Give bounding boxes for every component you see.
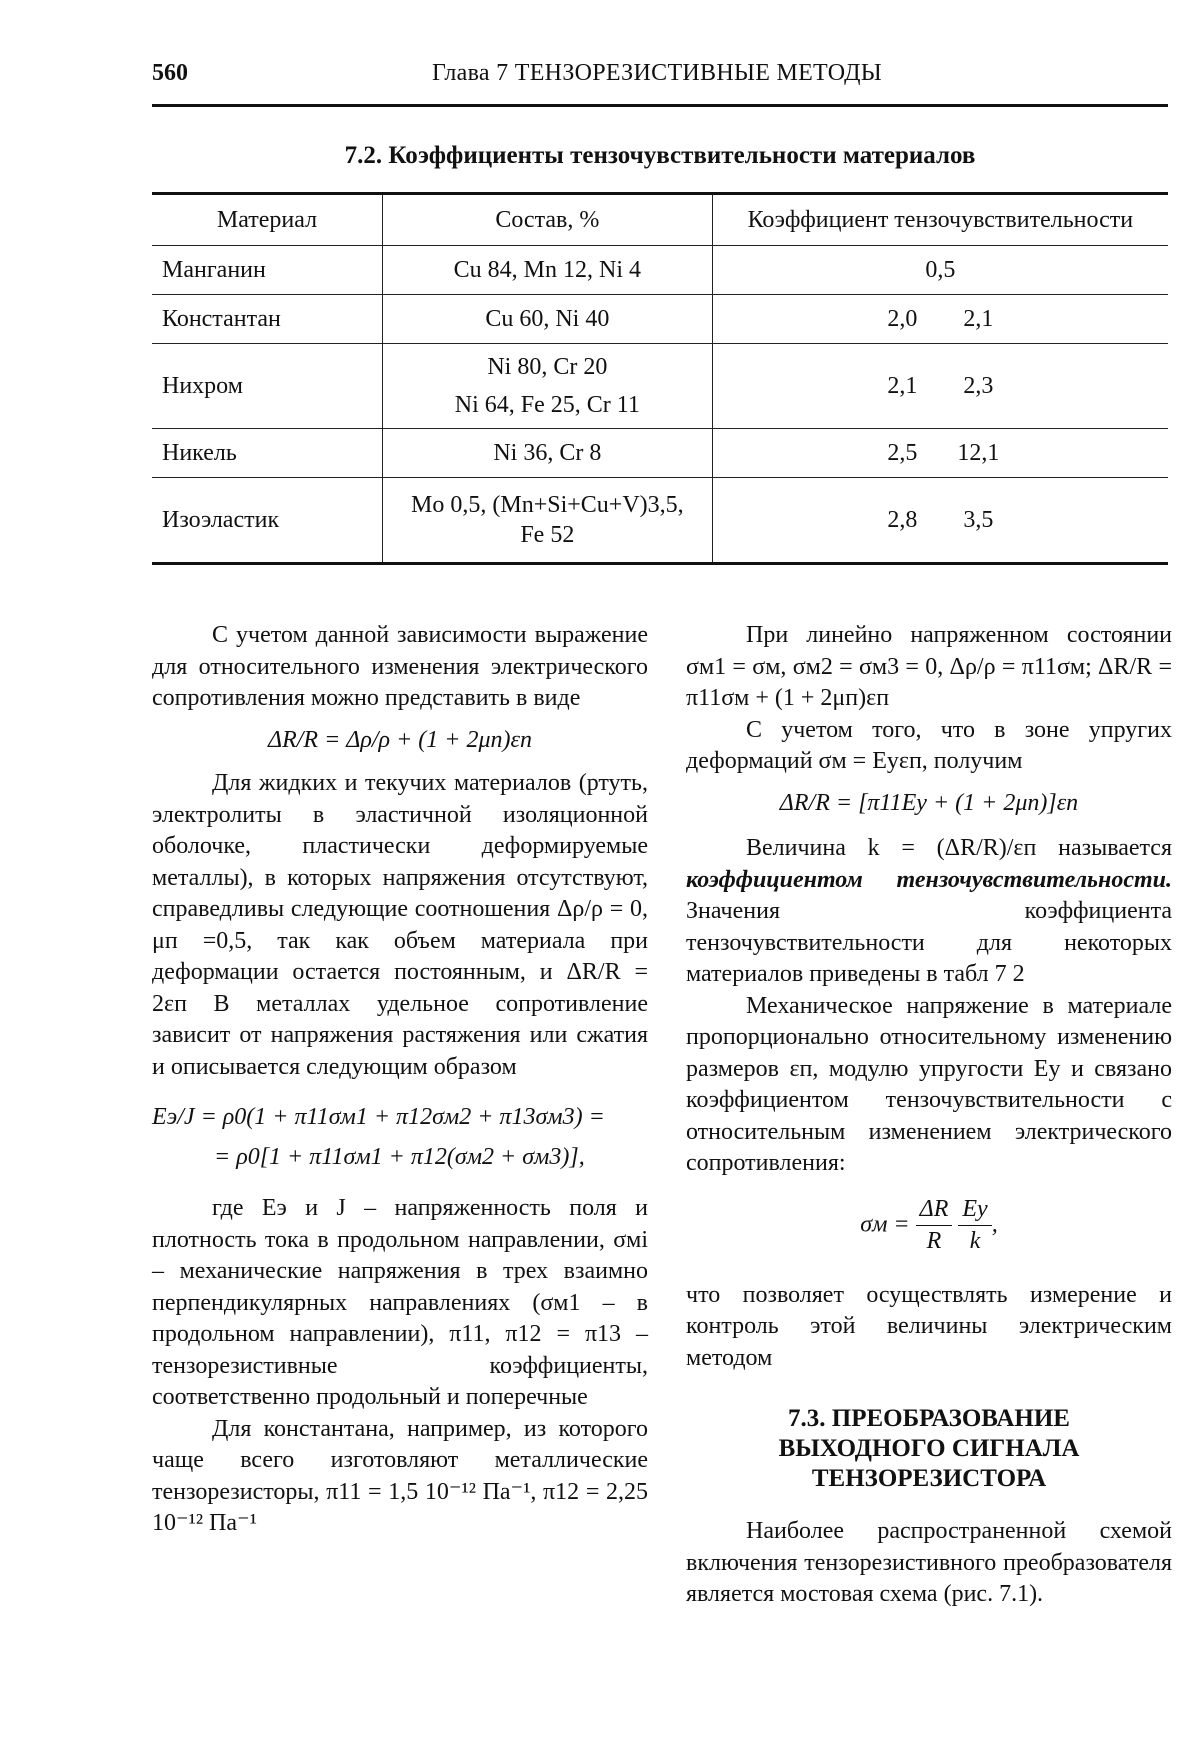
denominator: k	[969, 1228, 981, 1254]
running-header	[152, 60, 1172, 94]
coef-cell	[712, 429, 1168, 478]
paragraph: При линейно напряженном состоянии σм1 = σм, σм2 = σм3 = 0, Δρ/ρ = π11σм; ΔR/R = π11σм + (1 + 2μп)εп	[686, 622, 1172, 711]
paragraph: Механическое напряжение в материале пропорционально относительному изменению размеров εп, модулю упругости Eу и связано коэффициентом тензочувствительности с относительным изменением электрического сопротивления:	[686, 992, 1172, 1176]
composition-line: Ni 64, Fe 25, Cr 11	[454, 392, 640, 418]
equation-tail: ,	[991, 1211, 998, 1238]
coef-value: 2,0	[887, 305, 918, 332]
material-cell: Нихром	[152, 344, 383, 429]
composition-cell: Cu 60, Ni 40	[383, 295, 713, 344]
equation-line: Eэ/J = ρ0(1 + π11σм1 + π12σм2 + π13σм3) =	[152, 1104, 605, 1130]
table-row	[152, 429, 1168, 478]
section-heading-line: ВЫХОДНОГО СИГНАЛА	[778, 1435, 1080, 1462]
coef-cell: 0,5	[712, 246, 1168, 295]
fraction	[916, 1194, 953, 1258]
coef-value: 12,1	[957, 439, 1000, 466]
coef-value: 2,1	[887, 372, 918, 399]
coefficients-table	[152, 192, 1168, 565]
paragraph: С учетом того, что в зоне упругих деформаций σм = Eуεп, получим	[686, 716, 1172, 774]
header-rule	[152, 104, 1168, 107]
equation-line: = ρ0[1 + π11σм1 + π12(σм2 + σм3)],	[214, 1144, 585, 1170]
fraction	[958, 1194, 991, 1258]
composition-cell	[383, 344, 713, 429]
equation	[686, 1194, 1172, 1258]
coef-cell	[712, 478, 1168, 564]
table-header-row	[152, 194, 1168, 246]
left-column	[152, 620, 648, 1540]
coef-value: 2,8	[887, 506, 918, 533]
coef-value: 2,5	[887, 439, 918, 466]
table-row	[152, 246, 1168, 295]
numerator: ΔR	[916, 1194, 953, 1227]
page-number: 560	[152, 60, 188, 86]
table-row	[152, 344, 1168, 429]
coef-cell	[712, 295, 1168, 344]
text-run: Величина k = (ΔR/R)/εп называется	[746, 835, 1172, 861]
material-cell: Изоэластик	[152, 478, 383, 564]
column-header: Коэффициент тензочувствительности	[712, 194, 1168, 246]
paragraph	[686, 833, 1172, 991]
table-row	[152, 478, 1168, 564]
paragraph: что позволяет осуществлять измерение и контроль этой величины электрическим методом	[686, 1281, 1172, 1371]
composition-cell	[383, 478, 713, 564]
text-run: Значения коэффициента тензочувствительности для некоторых материалов приведены в табл 7 2	[686, 898, 1172, 987]
material-cell: Манганин	[152, 246, 383, 295]
right-column	[686, 620, 1172, 1611]
paragraph: Для константана, например, из которого чаще всего изготовляют металлические тензорезисторы, π11 = 1,5 10⁻¹² Па⁻¹, π12 = 2,25 10⁻¹² Па⁻¹	[152, 1415, 648, 1536]
section-heading	[686, 1404, 1172, 1494]
coef-value: 3,5	[963, 506, 994, 533]
paragraph: Для жидких и текучих материалов (ртуть, электролиты в эластичной изоляционной оболочке, пластически деформируемые металлы), в которых напряжения отсутствуют, справедливы следующие соотношения Δρ/ρ = 0, μп =0,5, так как объем материала при деформации остается постоянным, и ΔR/R = 2εп В металлах удельное сопротивление зависит от напряжения растяжения или сжатия и описывается следующим образом	[152, 770, 648, 1080]
column-header: Материал	[152, 194, 383, 246]
coef-cell	[712, 344, 1168, 429]
section-heading-line: ТЕНЗОРЕЗИСТОРА	[811, 1465, 1047, 1492]
composition-cell: Cu 84, Mn 12, Ni 4	[383, 246, 713, 295]
equation-lhs: σм =	[860, 1211, 910, 1238]
numerator: Eу	[958, 1194, 991, 1227]
equation: ΔR/R = Δρ/ρ + (1 + 2μп)εп	[268, 726, 532, 753]
section-heading-line: 7.3. ПРЕОБРАЗОВАНИЕ	[788, 1405, 1070, 1432]
equation: ΔR/R = [π11Eу + (1 + 2μп)]εп	[779, 789, 1079, 816]
chapter-title: Глава 7 ТЕНЗОРЕЗИСТИВНЫЕ МЕТОДЫ	[432, 60, 883, 86]
column-header: Состав, %	[383, 194, 713, 246]
material-cell: Никель	[152, 429, 383, 478]
material-cell: Константан	[152, 295, 383, 344]
paragraph: С учетом данной зависимости выражение для относительного изменения электрического сопротивления можно представить в виде	[152, 622, 648, 711]
table-title: 7.2. Коэффициенты тензочувствительности материалов	[344, 142, 976, 169]
composition-line: Mo 0,5, (Mn+Si+Cu+V)3,5,	[411, 492, 684, 518]
denominator: R	[926, 1228, 942, 1254]
composition-line: Ni 80, Cr 20	[487, 354, 608, 380]
composition-line: Fe 52	[520, 522, 575, 548]
table-row	[152, 295, 1168, 344]
coef-value: 2,3	[963, 372, 994, 399]
paragraph: Наиболее распространенной схемой включения тензорезистивного преобразователя является мостовая схема (рис. 7.1).	[686, 1518, 1172, 1607]
composition-cell: Ni 36, Cr 8	[383, 429, 713, 478]
paragraph: где Eэ и J – напряженность поля и плотность тока в продольном направлении, σмi – механические напряжения в трех взаимно перпендикулярных направлениях (σм1 – в продольном направлении), π11, π12 = π13 – тензорезистивные коэффициенты, соответственно продольный и поперечные	[152, 1195, 648, 1410]
defined-term: коэффициентом тензочувствительности.	[686, 866, 1172, 893]
coef-value: 2,1	[963, 305, 994, 332]
equation-block	[152, 1097, 648, 1177]
